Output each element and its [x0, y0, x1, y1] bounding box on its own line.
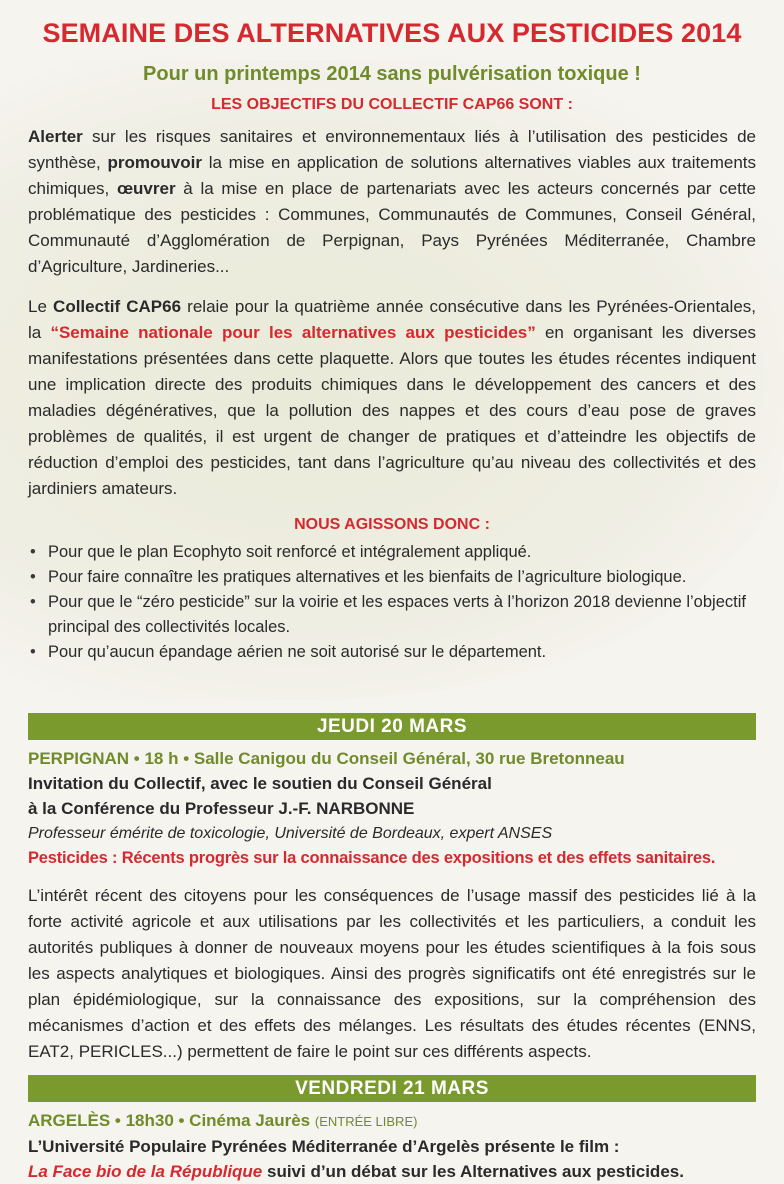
film-presenter: L’Université Populaire Pyrénées Méditerranée d’Argelès présente le film :: [28, 1137, 620, 1156]
objectives-paragraph: [28, 124, 756, 280]
event-invitation-line2: à la Conférence du Professeur J.-F. NARBONNE: [28, 799, 415, 818]
list-item: • Pour que le “zéro pesticide” sur la voirie et les espaces verts à l’horizon 2018 devienne l’objectif principal des collectivités locales.: [28, 590, 756, 640]
day-band-jeudi: JEUDI 20 MARS: [28, 713, 756, 740]
film-title: La Face bio de la République: [28, 1162, 263, 1181]
keyword-oeuvrer: œuvrer: [116, 179, 176, 198]
objectives-text-3: à la mise en place de partenariats avec les acteurs concernés par cette problématique des pesticides : Communes, Communautés de Communes, Conseil Général, Communauté d’Agglomération de Perpignan, Pays Pyrénées Méditerranée, Chambre d’Agriculture, Jardineries...: [28, 179, 756, 276]
page-title: SEMAINE DES ALTERNATIVES AUX PESTICIDES 2014: [42, 18, 742, 48]
event-perpignan: [28, 746, 756, 1065]
subtitle: Pour un printemps 2014 sans pulvérisation toxique !: [143, 63, 641, 85]
national-week-name: “Semaine nationale pour les alternatives aux pesticides”: [50, 323, 536, 342]
film-suffix: suivi d’un débat sur les Alternatives aux pesticides.: [262, 1162, 684, 1181]
objectives-text-1: sur les risques sanitaires et environnementaux liés à l’utilisation des pesticides de synthèse,: [28, 127, 756, 172]
actions-heading: NOUS AGISSONS DONC :: [294, 516, 490, 533]
objectives-text-2: la mise en application de solutions alternatives viables aux traitements chimiques,: [28, 153, 756, 198]
event-location: PERPIGNAN • 18 h • Salle Canigou du Conseil Général, 30 rue Bretonneau: [28, 749, 625, 768]
event-invitation-line1: Invitation du Collectif, avec le soutien du Conseil Général: [28, 774, 492, 793]
event-location-argeles: [28, 1108, 756, 1134]
entry-note: (ENTRÉE LIBRE): [314, 1114, 418, 1129]
event-argeles: [28, 1108, 756, 1184]
list-item: • Pour qu’aucun épandage aérien ne soit autorisé sur le département.: [28, 640, 756, 665]
talk-description: L’intérêt récent des citoyens pour les conséquences de l’usage massif des pesticides lié à la forte activité agricole et aux utilisations par les collectivités et les particuliers, a conduit les autorités publiques à donner de nouveaux moyens pour les études scientifiques à la fois sous les aspects analytiques et biologiques. Ainsi des progrès significatifs ont été enregistrés sur le plan épidémiologique, sur la connaissance des expositions, sur la compréhension des mécanismes d’action et des effets des mélanges. Les résultats des études récentes (ENNS, EAT2, PERICLES...) permettent de faire le point sur ces différents aspects.: [28, 886, 756, 1061]
collectif-name: Collectif CAP66: [53, 297, 182, 316]
day-band-vendredi: VENDREDI 21 MARS: [28, 1075, 756, 1102]
actions-list: [28, 540, 756, 665]
event-location: ARGELÈS • 18h30 • Cinéma Jaurès: [28, 1111, 311, 1130]
collectif-text-1: Le: [28, 297, 54, 316]
list-item: • Pour que le plan Ecophyto soit renforcé et intégralement appliqué.: [28, 540, 756, 565]
keyword-alerter: Alerter: [28, 127, 83, 146]
collectif-paragraph: [28, 294, 756, 502]
list-item: • Pour faire connaître les pratiques alternatives et les bienfaits de l’agriculture biologique.: [28, 565, 756, 590]
talk-title: Pesticides : Récents progrès sur la connaissance des expositions et des effets sanitaires.: [28, 849, 716, 867]
collectif-text-2: relaie pour la quatrième année consécutive dans les Pyrénées-Orientales, la: [28, 297, 756, 342]
speaker-credentials: Professeur émérite de toxicologie, Université de Bordeaux, expert ANSES: [28, 825, 553, 842]
objectives-heading: LES OBJECTIFS DU COLLECTIF CAP66 SONT :: [211, 96, 573, 113]
collectif-text-3: en organisant les diverses manifestations présentées dans cette plaquette. Alors que toutes les études récentes indiquent une implication directe des produits chimiques dans le développement des cancers et des maladies dégénératives, que la pollution des nappes et des cours d’eau pose de graves problèmes de qualités, il est urgent de changer de pratiques et d’atteindre les objectifs de réduction d’emploi des pesticides, tant dans l’agriculture qu’au niveau des collectivités et des jardiniers amateurs.: [28, 323, 756, 498]
film-line: [28, 1159, 756, 1184]
keyword-promouvoir: promouvoir: [107, 153, 202, 172]
